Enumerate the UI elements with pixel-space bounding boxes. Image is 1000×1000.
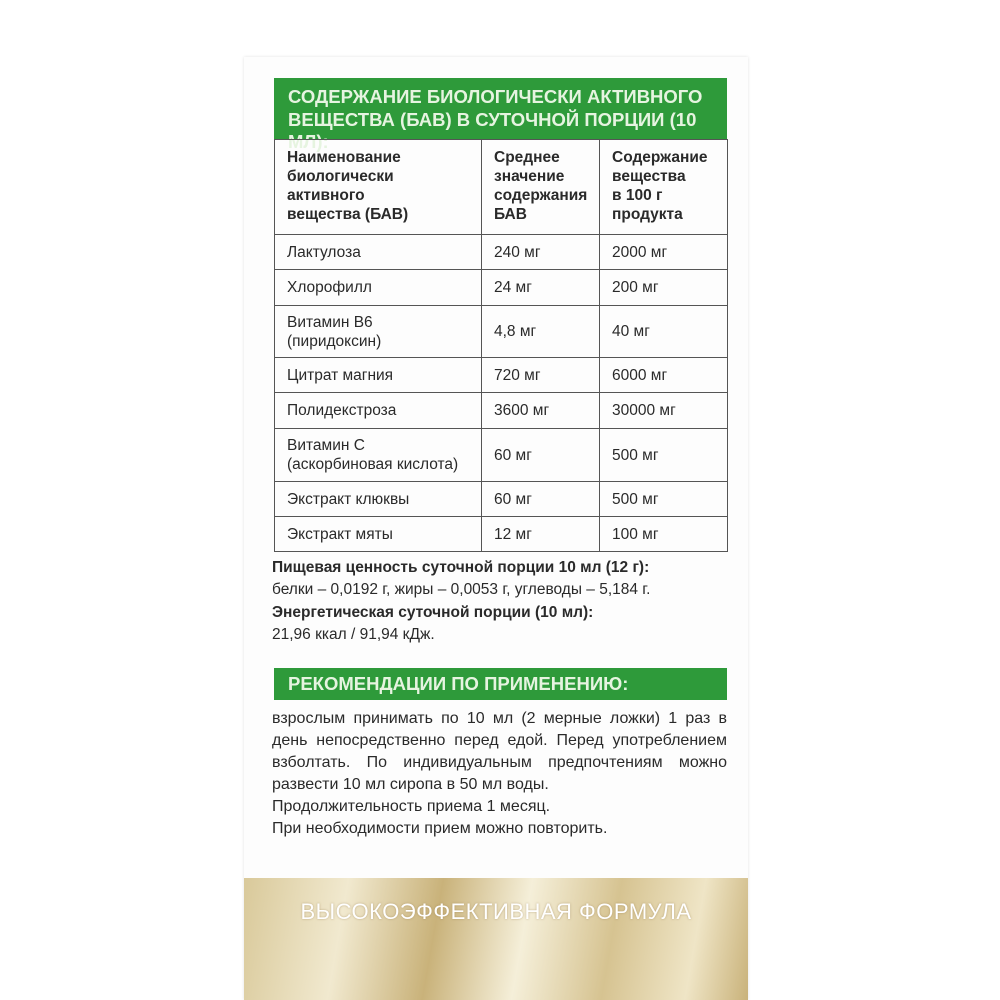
table-row [275, 393, 728, 429]
cell-average: 240 мг [482, 235, 600, 270]
cell-name: Экстракт мяты [275, 517, 482, 552]
cell-per-100g: 500 мг [600, 429, 728, 482]
cell-name: Витамин С (аскорбиновая кислота) [275, 429, 482, 482]
cell-average: 3600 мг [482, 393, 600, 429]
nutrition-values: белки – 0,0192 г, жиры – 0,0053 г, углеводы – 5,184 г. [272, 581, 651, 598]
nutrition-title: Пищевая ценность суточной порции 10 мл (12 г): [272, 559, 650, 576]
recommendations-text: взрослым принимать по 10 мл (2 мерные ложки) 1 раз в день непосредственно перед едой. Перед употреблением взболтать. По индивидуальным предпочтениям можно развести 10 мл сиропа в 50 мл воды. [272, 710, 727, 793]
cell-per-100g: 500 мг [600, 482, 728, 517]
cell-per-100g: 200 мг [600, 270, 728, 306]
cell-name: Лактулоза [275, 235, 482, 270]
cell-per-100g: 6000 мг [600, 358, 728, 393]
cell-average: 60 мг [482, 429, 600, 482]
cell-average: 4,8 мг [482, 306, 600, 358]
table-row [275, 235, 728, 270]
table-header-row [275, 140, 728, 235]
cell-per-100g: 30000 мг [600, 393, 728, 429]
cell-average: 24 мг [482, 270, 600, 306]
header-name: Наименование биологически активного вещества (БАВ) [275, 140, 482, 235]
cell-average: 12 мг [482, 517, 600, 552]
cell-per-100g: 2000 мг [600, 235, 728, 270]
table-row [275, 429, 728, 482]
cell-name: Витамин В6 (пиридоксин) [275, 306, 482, 358]
table-row [275, 482, 728, 517]
footer-slogan: ВЫСОКОЭФФЕКТИВНАЯ ФОРМУЛА [300, 899, 692, 924]
gold-foil-strip [244, 878, 748, 1000]
cell-per-100g: 40 мг [600, 306, 728, 358]
header-line-1: СОДЕРЖАНИЕ БИОЛОГИЧЕСКИ АКТИВНОГО [288, 86, 703, 107]
header-per-100g: Содержание вещества в 100 г продукта [600, 140, 728, 235]
energy-values: 21,96 ккал / 91,94 кДж. [272, 626, 435, 643]
cell-name: Экстракт клюквы [275, 482, 482, 517]
energy-title: Энергетическая суточной порции (10 мл): [272, 604, 594, 621]
cell-average: 60 мг [482, 482, 600, 517]
header-line-2: ВЕЩЕСТВА (БАВ) В СУТОЧНОЙ ПОРЦИИ (10 МЛ): [288, 109, 697, 152]
cell-name: Цитрат магния [275, 358, 482, 393]
cell-name: Полидекстроза [275, 393, 482, 429]
bav-table [274, 139, 728, 552]
header-average: Среднее значение содержания БАВ [482, 140, 600, 235]
header-band [274, 78, 727, 152]
table-row [275, 306, 728, 358]
recommendations-title: РЕКОМЕНДАЦИИ ПО ПРИМЕНЕНИЮ: [288, 673, 629, 694]
recommendations-text-block [272, 708, 727, 840]
recommendations-band [274, 668, 727, 700]
cell-per-100g: 100 мг [600, 517, 728, 552]
cell-name: Хлорофилл [275, 270, 482, 306]
recommendations-repeat: При необходимости прием можно повторить. [272, 820, 608, 837]
cell-average: 720 мг [482, 358, 600, 393]
table-row [275, 358, 728, 393]
table-row [275, 517, 728, 552]
table-row [275, 270, 728, 306]
recommendations-duration: Продолжительность приема 1 месяц. [272, 798, 551, 815]
